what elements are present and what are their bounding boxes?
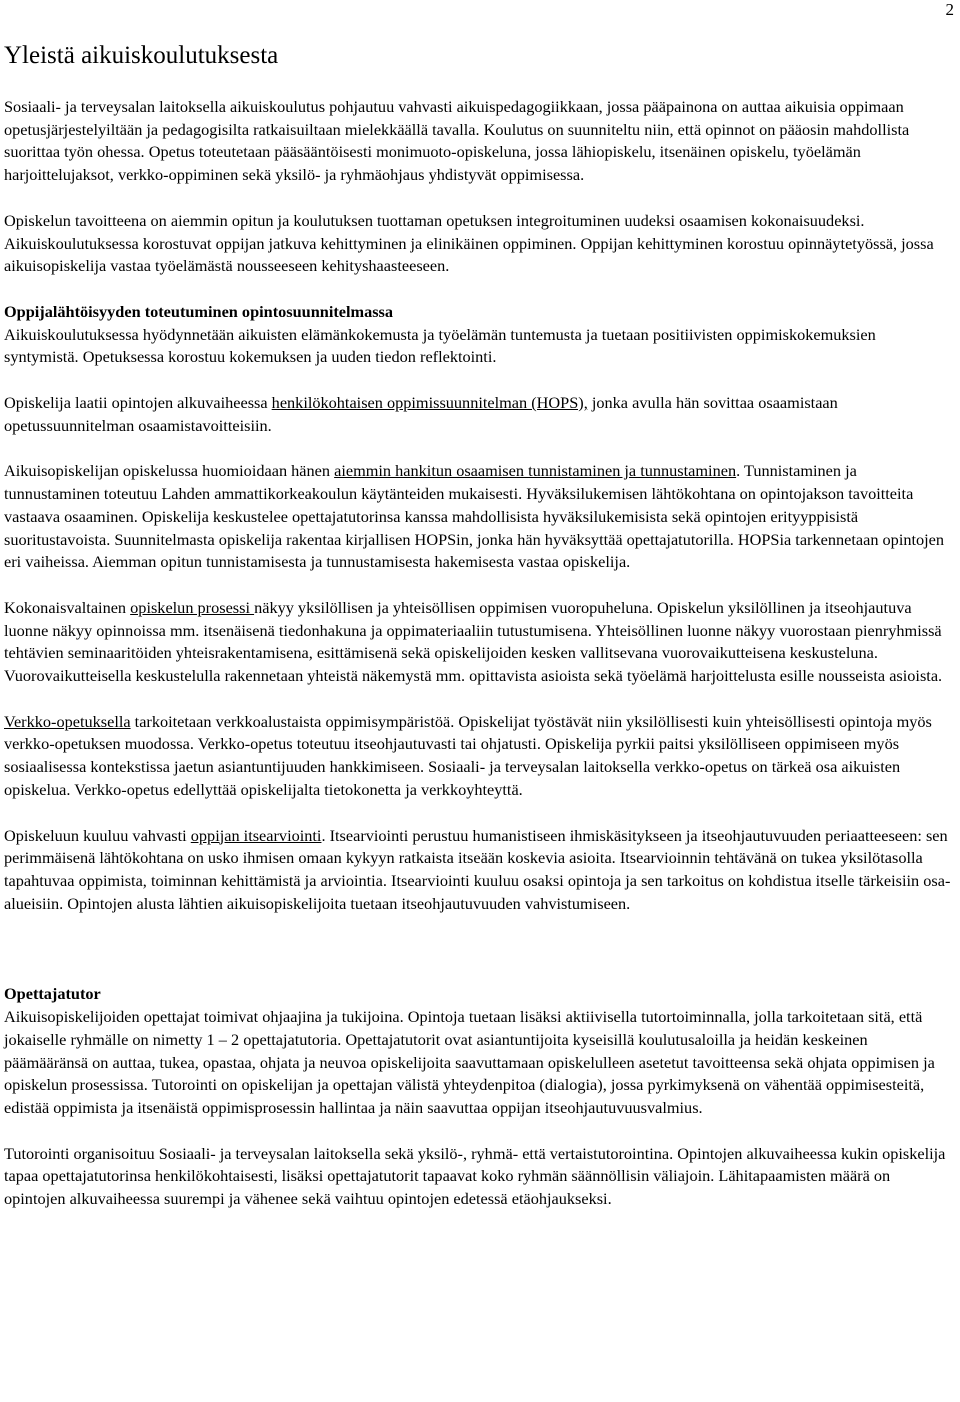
text-segment: Kokonaisvaltainen [4, 597, 131, 617]
text-segment: tarkoitetaan verkkoalustaista oppimisympäristöä. Opiskelijat työstävät niin yksilöllisesti kuin yhteisöllisesti opintoja myös verkko-opetuksen muodossa. Verkko-opetus toteutuu itseohjautuvasti tai ohjatusti. Opiskelija pyrkii paitsi yksilölliseen oppimiseen myös sosiaalisessa kontekstissa jaetun asiantuntijuuden hankkimiseen. Sosiaali- ja terveysalan laitoksella verkko-opetus on tärkeä osa aikuisten opiskelua. Verkko-opetus edellyttää opiskelijalta tietokonetta ja verkkoyhteyttä. [4, 711, 932, 799]
document-body [4, 96, 954, 1211]
text-segment: . Tunnistaminen ja tunnustaminen toteutuu Lahden ammattikorkeakoulun käytänteiden mukaisesti. Hyväksilukemisen lähtökohtana on opintojakson tavoitteita vastaava osaaminen. Opiskelija keskustelee opettajatutorinsa kanssa mahdollisista hyväksilukemisista sekä opintojen erityyppisistä suoritustavoista. Suunnitelmasta opiskelija rakentaa kirjallisen HOPSin, jonka hän hyväksyttää opettajatutorilla. HOPSia tarkennetaan opintojen eri vaiheissa. Aiemman opitun tunnistamisesta ja tunnustamisesta hakemisesta vastaa opiskelija. [4, 461, 945, 572]
text-segment: näkyy yksilöllisen ja yhteisöllisen oppimisen vuoropuheluna. Opiskelun yksilöllinen ja itseohjautuva luonne näkyy opinnoissa mm. itsenäisenä tiedonhakuna ja oppimateriaaliin tutustumisena. Yhteisöllinen luonne näkyy vuorostaan pienryhmissä tehtävien seminaaritöiden yhteisrakentamisena, esittämisenä sekä opiskelijoiden kesken vallitsevana vuorovaikutteisena keskusteluna. Vuorovaikutteisella keskustelulla rakennetaan yhteistä näkemystä mm. opittavista asioista sekä työelämä harjoittelusta esille nousseista asioista. [4, 597, 943, 686]
paragraph-intro: Sosiaali- ja terveysalan laitoksella aikuiskoulutus pohjautuu vahvasti aikuispedagogiikkaan, jossa pääpainona on auttaa aikuisia oppimaan opetusjärjestelyiltään ja pedagogisilta ratkaisuiltaan mielekkäällä tavalla. Koulutus on suunniteltu niin, että opinnot on pääosin mahdollista suorittaa työn ohessa. Opetus toteutetaan pääsääntöisesti monimuoto-opiskeluna, jossa lähiopiskelu, itsenäinen opiskelu, työelämän harjoittelujaksot, verkko-oppiminen sekä yksilö- ja ryhmäohjaus yhdistyvät oppimisessa. [4, 97, 910, 185]
text-segment: . Itsearviointi perustuu humanistiseen ihmiskäsitykseen ja itseohjautuvuuden periaatteeseen: sen perimmäisenä lähtökohtana on usko ihmisen omaan kykyyn ratkaista itseään koskevia asioita. Itsearvioinnin tehtävänä on tukea yksilötasolla tapahtuvaa oppimista, toiminnan kehittämistä ja arviointia. Itsearviointi kuuluu osaksi opintoja ja sen tarkoitus on kohdistua itselle tärkeisiin osa-alueisiin. Opintojen alusta lähtien aikuisopiskelijoita tuetaan itseohjautuvuuden vahvistumiseen. [4, 825, 951, 913]
section-heading: Opettajatutor [4, 984, 101, 1004]
text-segment: Opiskelija laatii opintojen alkuvaiheessa [4, 393, 272, 413]
self-assessment-link[interactable]: oppijan itsearviointi [190, 825, 322, 845]
section-text: Aikuisopiskelijoiden opettajat toimivat ohjaajina ja tukijoina. Opintoja tuetaan lisäksi aktiivisella tutortoiminnalla, jolla tarkoitetaan sitä, että jokaiselle ryhmälle on nimetty 1 – 2 opettajatutoria. Opettajatutorit ovat asiantuntijoita kyseisillä koulutusaloilla ja heidän keskeinen päämääränsä on auttaa, tukea, opastaa, ohjata ja neuvoa opiskelijoita saavuttamaan opiskelulleen asetetut tavoitteensa sekä ohjata oppimisen ja opiskelun prosessissa. Tutorointi on opiskelijan ja opettajan välistä yhteydenpitoa (dialogia), jossa pyrkimyksenä on vähentää oppimisesteitä, edistää oppimista ja itsenäistä oppimisprosessin hallintaa ja näin saavuttaa oppijan itseohjautuvuusvalmius. [4, 1007, 935, 1117]
paragraph-recognition [4, 460, 954, 574]
page-number: 2 [945, 0, 954, 19]
paragraph-hops [4, 392, 954, 437]
page-title: Yleistä aikuiskoulutuksesta [4, 42, 279, 69]
study-process-link[interactable]: opiskelun prosessi [130, 597, 255, 617]
paragraph-online-learning [4, 711, 954, 802]
section-heading: Oppijalähtöisyyden toteutuminen opintosuunnitelmassa [4, 301, 394, 321]
hops-link[interactable]: henkilökohtaisen oppimissuunnitelman (HOPS), [271, 393, 588, 413]
paragraph-self-assessment [4, 825, 954, 916]
text-segment: jonka avulla hän sovittaa osaamistaan opetussuunnitelman osaamistavoitteisiin. [4, 393, 838, 435]
recognition-link[interactable]: aiemmin hankitun osaamisen tunnistaminen ja tunnustaminen [334, 461, 737, 481]
section-teacher-tutor [4, 983, 954, 1119]
section-text: Aikuiskoulutuksessa hyödynnetään aikuisten elämänkokemusta ja työelämän tuntemusta ja tuetaan positiivisten oppimiskokemuksien syntymistä. Opetuksessa korostuu kokemuksen ja uuden tiedon reflektointi. [4, 324, 876, 367]
section-learner-centered [4, 301, 954, 369]
paragraph-goals: Opiskelun tavoitteena on aiemmin opitun ja koulutuksen tuottaman opetuksen integroituminen uudeksi osaamisen kokonaisuudeksi. Aikuiskoulutuksessa korostuvat oppijan jatkuva kehittyminen ja elinikäinen oppiminen. Oppijan kehittyminen korostuu opinnäytetyössä, jossa aikuisopiskelija vastaa työelämästä nousseeseen kehityshaasteeseen. [4, 210, 934, 276]
online-learning-link[interactable]: Verkko-opetuksella [4, 711, 131, 731]
text-segment: Opiskeluun kuuluu vahvasti [4, 825, 191, 845]
paragraph-study-process [4, 597, 954, 688]
text-segment: Aikuisopiskelijan opiskelussa huomioidaan hänen [4, 461, 335, 481]
paragraph-tutoring: Tutorointi organisoituu Sosiaali- ja terveysalan laitoksella sekä yksilö-, ryhmä- että vertaistutorointina. Opintojen alkuvaiheessa kukin opiskelija tapaa opettajatutorinsa henkilökohtaisesti, lisäksi opettajatutorit tapaavat koko ryhmän säännöllisin väliajoin. Lähitapaamisten määrä on opintojen alkuvaiheessa suurempi ja vähenee sekä vaihtuu opintojen edetessä etäohjaukseksi. [4, 1143, 946, 1209]
